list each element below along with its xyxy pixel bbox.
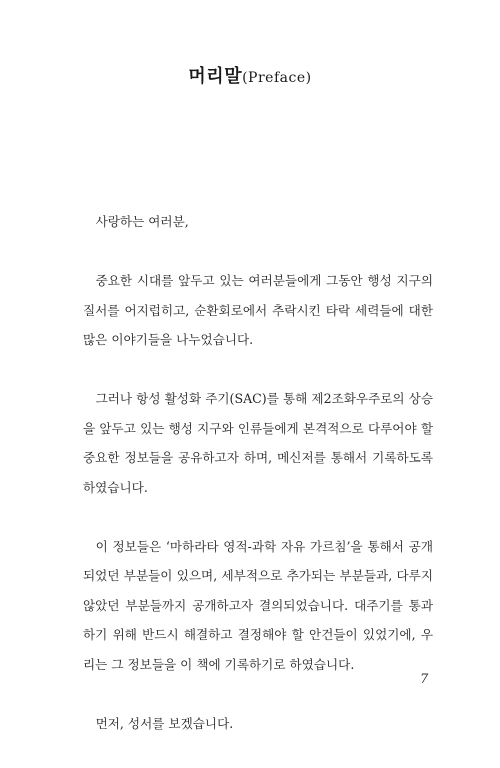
paragraph: 그러나 항성 활성화 주기(SAC)를 통해 제2조화우주로의 상승을 앞두고 있는 행성 지구와 인류들에게 본격적으로 다루어야 할 중요한 정보들을 공유하고자 하며, 메신저를 통해서 기록하도록 하였습니다. [83, 391, 433, 495]
page-number: 7 [420, 672, 429, 687]
salutation: 사랑하는 여러분, [95, 214, 189, 229]
title-subtitle: (Preface) [242, 70, 312, 86]
preface-body [83, 207, 433, 768]
paragraph: 중요한 시대를 앞두고 있는 여러분들에게 그동안 행성 지구의 질서를 어지럽히고, 순환회로에서 추락시킨 타락 세력들에 대한 많은 이야기들을 나누었습니다. [83, 273, 433, 347]
title-main: 머리말 [188, 66, 243, 87]
page-title [0, 62, 500, 88]
paragraph: 먼저, 성서를 보겠습니다. [95, 715, 234, 731]
paragraph: 이 정보들은 ‘마하라타 영적-과학 자유 가르침’을 통해서 공개되었던 부분들이 있으며, 세부적으로 추가되는 부분들과, 다루지 않았던 부분들까지 공개하고자 결의되었습니다. 대주기를 통과하기 위해 반드시 해결하고 결정해야 할 안건들이 있었기에, 우리는 그 정보들을 이 책에 기록하기로 하였습니다. [83, 538, 433, 672]
